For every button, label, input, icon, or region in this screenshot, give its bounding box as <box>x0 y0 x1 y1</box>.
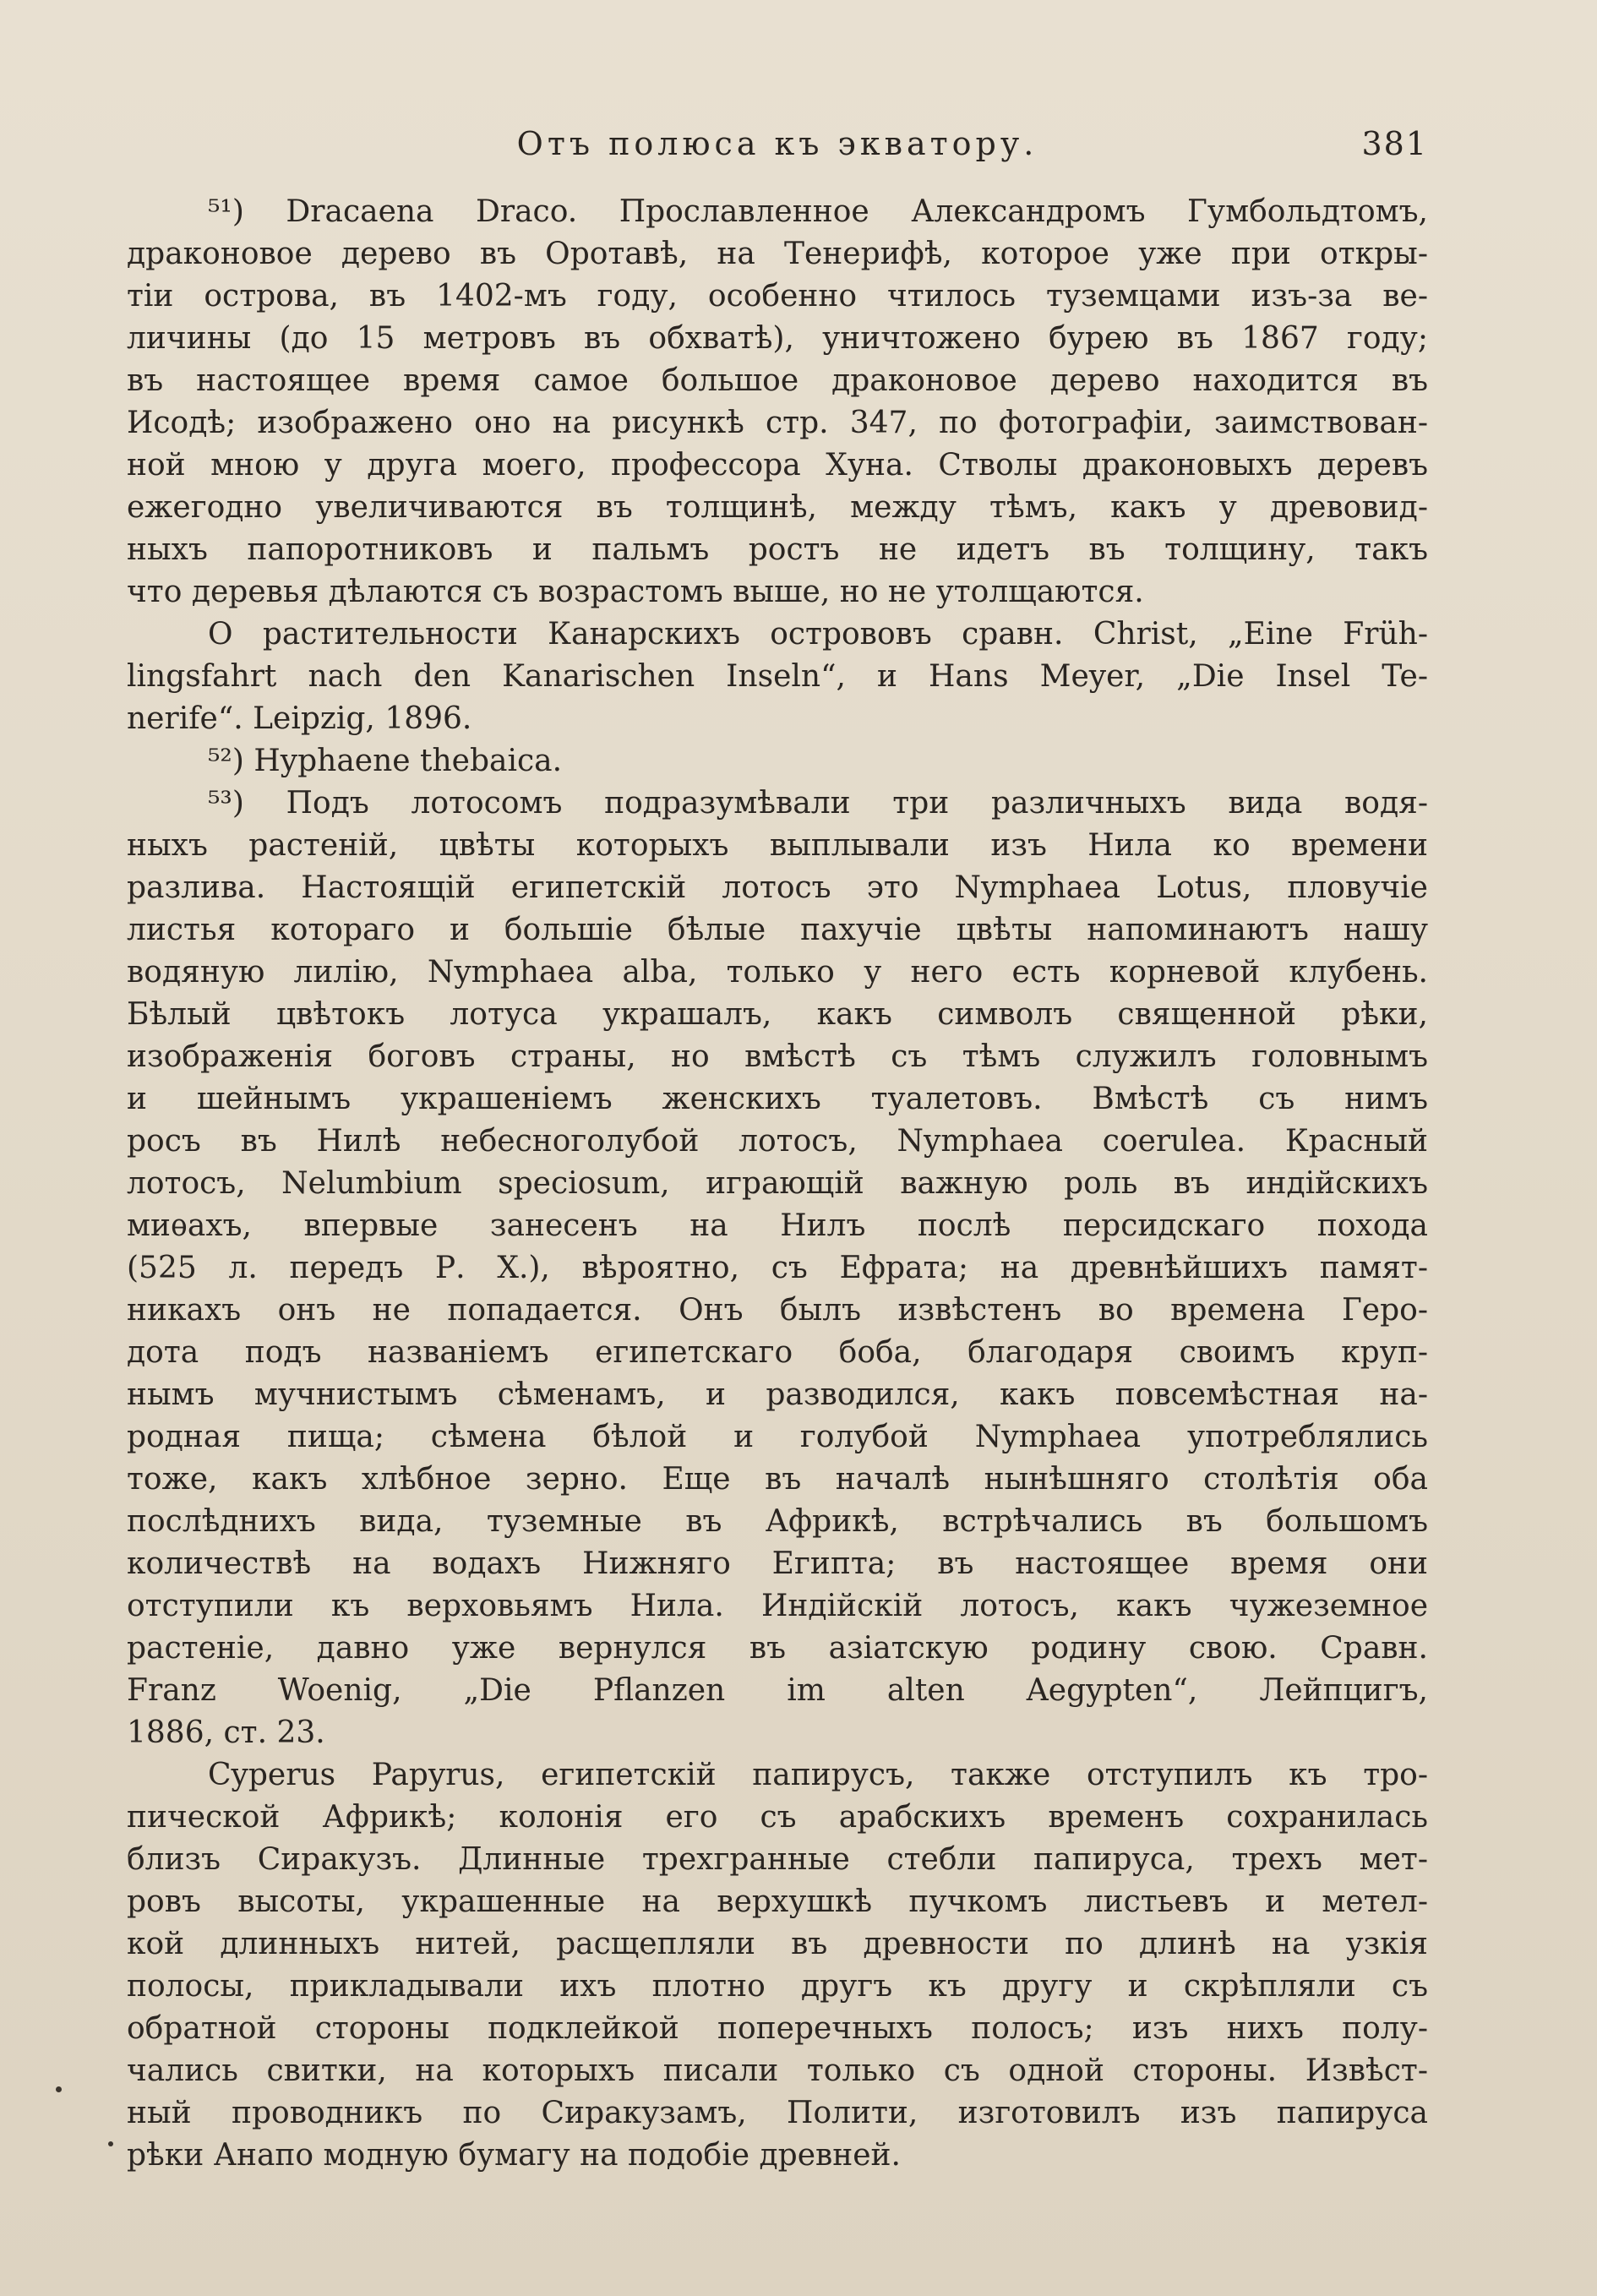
text-line: Franz Woenig, „Die Pflanzen im alten Aegypten“, Лейпцигъ, <box>127 1673 1428 1708</box>
page-header <box>127 125 1428 176</box>
text-line: отступили къ верховьямъ Нила. Индійскій лотосъ, какъ чужеземное <box>127 1589 1428 1623</box>
text-line: ⁵²) Hyphaene thebaica. <box>208 744 563 778</box>
text-line: что деревья дѣлаются съ возрастомъ выше, но не утолщаются. <box>127 575 1144 609</box>
ink-speck <box>108 2141 113 2146</box>
text-line: въ настоящее время самое большое драконовое дерево находится въ <box>127 363 1428 398</box>
text-line: листья котораго и большіе бѣлые пахучіе цвѣты напоминаютъ нашу <box>127 913 1428 947</box>
text-line: личины (до 15 метровъ въ обхватѣ), уничтожено бурею въ 1867 году; <box>127 321 1428 356</box>
text-line: рѣки Анапо модную бумагу на подобіе древней. <box>127 2138 901 2173</box>
text-line: ⁵³) Подъ лотосомъ подразумѣвали три различныхъ вида водя- <box>208 786 1428 821</box>
text-line: водяную лилію, Nymphaea alba, только у него есть корневой клубень. <box>127 955 1428 990</box>
text-line: количествѣ на водахъ Нижняго Египта; въ настоящее время они <box>127 1546 1428 1581</box>
text-line: росъ въ Нилѣ небесноголубой лотосъ, Nymphaea coerulea. Красный <box>127 1124 1428 1159</box>
text-line: ровъ высоты, украшенные на верхушкѣ пучкомъ листьевъ и метел- <box>127 1884 1428 1919</box>
page-number: 381 <box>1361 125 1428 162</box>
text-line: ной мною у друга моего, профессора Хуна. Стволы драконовыхъ деревъ <box>127 448 1428 483</box>
footnotes-text <box>127 191 1428 2177</box>
text-line: растеніе, давно уже вернулся въ азіатскую родину свою. Сравн. <box>127 1631 1428 1666</box>
text-line: ⁵¹) Dracaena Draco. Прославленное Александромъ Гумбольдтомъ, <box>208 194 1428 229</box>
text-line: послѣднихъ вида, туземные въ Африкѣ, встрѣчались въ большомъ <box>127 1504 1428 1539</box>
text-line: полосы, прикладывали ихъ плотно другъ къ другу и скрѣпляли съ <box>127 1969 1428 2004</box>
text-line: тіи острова, въ 1402-мъ году, особенно чтилось туземцами изъ-за ве- <box>127 279 1428 314</box>
text-line: дота подъ названіемъ египетскаго боба, благодаря своимъ круп- <box>127 1335 1428 1370</box>
text-line: О растительности Канарскихъ острововъ сравн. Christ, „Eine Früh- <box>208 617 1428 652</box>
text-line: пической Африкѣ; колонія его съ арабскихъ временъ сохранилась <box>127 1800 1428 1835</box>
text-line: разлива. Настоящій египетскій лотосъ это Nymphaea Lotus, пловучіе <box>127 870 1428 905</box>
text-line: изображенія боговъ страны, но вмѣстѣ съ тѣмъ служилъ головнымъ <box>127 1039 1428 1074</box>
text-line: кой длинныхъ нитей, расщепляли въ древности по длинѣ на узкія <box>127 1927 1428 1961</box>
text-line: ный проводникъ по Сиракузамъ, Полити, изготовилъ изъ папируса <box>127 2096 1428 2130</box>
text-line: родная пища; сѣмена бѣлой и голубой Nymphaea употреблялись <box>127 1420 1428 1454</box>
text-line: (525 л. передъ Р. Х.), вѣроятно, съ Ефрата; на древнѣйшихъ памят- <box>127 1251 1428 1285</box>
text-line: lingsfahrt nach den Kanarischen Inseln“, и Hans Meyer, „Die Insel Te- <box>127 659 1428 694</box>
text-line: Бѣлый цвѣтокъ лотуса украшалъ, какъ символъ священной рѣки, <box>127 997 1428 1032</box>
text-line: обратной стороны подклейкой поперечныхъ полосъ; изъ нихъ полу- <box>127 2011 1428 2046</box>
ink-speck <box>56 2086 62 2092</box>
text-line: чались свитки, на которыхъ писали только съ одной стороны. Извѣст- <box>127 2053 1428 2088</box>
text-line: нымъ мучнистымъ сѣменамъ, и разводился, какъ повсемѣстная на- <box>127 1377 1428 1412</box>
text-line: драконовое дерево въ Оротавѣ, на Тенерифѣ, которое уже при откры- <box>127 237 1428 271</box>
text-line: тоже, какъ хлѣбное зерно. Еще въ началѣ нынѣшняго столѣтія оба <box>127 1462 1428 1497</box>
text-line: миѳахъ, впервые занесенъ на Нилъ послѣ персидскаго похода <box>127 1208 1428 1243</box>
text-line: Исодѣ; изображено оно на рисункѣ стр. 347, по фотографіи, заимствован- <box>127 406 1428 440</box>
text-line: и шейнымъ украшеніемъ женскихъ туалетовъ. Вмѣстѣ съ нимъ <box>127 1082 1428 1116</box>
text-line: Cyperus Papyrus, египетскій папирусъ, также отступилъ къ тро- <box>208 1758 1428 1792</box>
text-line: ныхъ папоротниковъ и пальмъ ростъ не идетъ въ толщину, такъ <box>127 532 1428 567</box>
text-line: ежегодно увеличиваются въ толщинѣ, между тѣмъ, какъ у древовид- <box>127 490 1428 525</box>
text-line: ныхъ растеній, цвѣты которыхъ выплывали изъ Нила ко времени <box>127 828 1428 863</box>
text-line: 1886, ст. 23. <box>127 1715 325 1750</box>
text-line: близъ Сиракузъ. Длинные трехгранные стебли папируса, трехъ мет- <box>127 1842 1428 1877</box>
text-line: лотосъ, Nelumbium speciosum, играющій важную роль въ индійскихъ <box>127 1166 1428 1201</box>
text-line: nerife“. Leipzig, 1896. <box>127 701 472 736</box>
text-line: никахъ онъ не попадается. Онъ былъ извѣстенъ во времена Геро- <box>127 1293 1428 1328</box>
running-title: Отъ полюса къ экватору. <box>516 125 1038 162</box>
